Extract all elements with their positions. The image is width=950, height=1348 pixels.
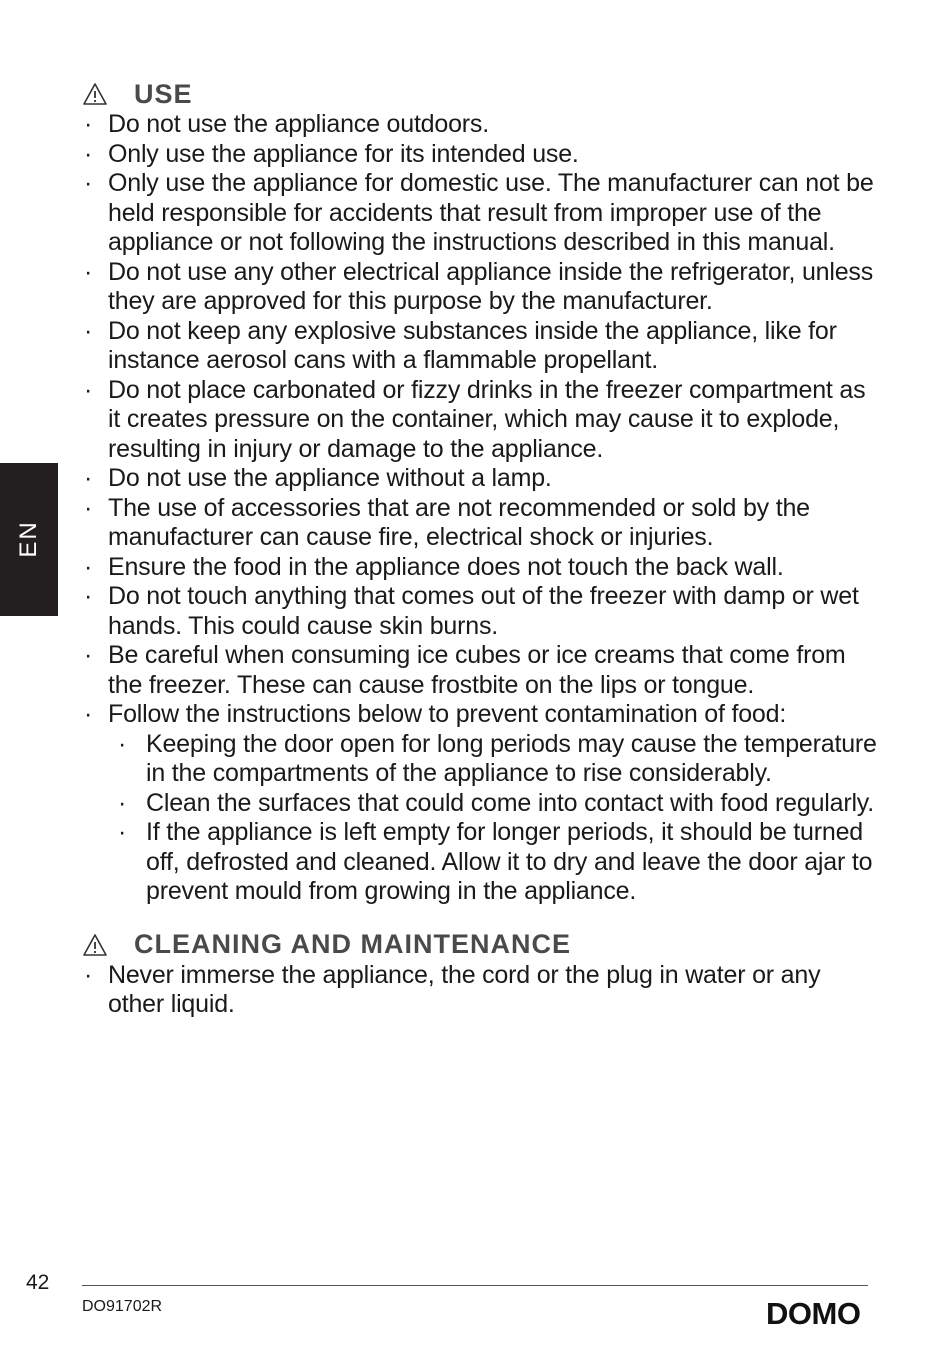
section-heading-cleaning <box>82 929 882 961</box>
language-label: EN <box>15 520 42 558</box>
list-item: · Do not use any other electrical appliance inside the refrigerator, unless they are approved for this purpose by the manufacturer. <box>82 258 882 317</box>
use-list <box>82 110 882 730</box>
warning-triangle-icon <box>82 78 134 110</box>
list-item: · Never immerse the appliance, the cord or the plug in water or any other liquid. <box>82 961 882 1020</box>
list-item: · Do not keep any explosive substances inside the appliance, like for instance aerosol cans with a flammable propellant. <box>82 317 882 376</box>
section-heading-use <box>82 78 882 110</box>
sub-list-item: · Keeping the door open for long periods may cause the temperature in the compartments of the appliance to rise considerably. <box>108 730 882 789</box>
list-item: · Be careful when consuming ice cubes or ice creams that come from the freezer. These can cause frostbite on the lips or tongue. <box>82 641 882 700</box>
list-item: · Do not use the appliance without a lamp. <box>82 464 882 494</box>
list-item: · Only use the appliance for domestic use. The manufacturer can not be held responsible for accidents that result from improper use of the appliance or not following the instructions described in this manual. <box>82 169 882 258</box>
list-item: · The use of accessories that are not recommended or sold by the manufacturer can cause fire, electrical shock or injuries. <box>82 494 882 553</box>
warning-triangle-icon <box>82 929 134 961</box>
list-item: · Follow the instructions below to prevent contamination of food: <box>82 700 882 730</box>
list-item: · Do not place carbonated or fizzy drinks in the freezer compartment as it creates pressure on the container, which may cause it to explode, resulting in injury or damage to the appliance. <box>82 376 882 465</box>
footer-divider <box>82 1285 868 1286</box>
list-item: · Ensure the food in the appliance does not touch the back wall. <box>82 553 882 583</box>
model-number: DO91702R <box>82 1298 163 1315</box>
list-item: · Only use the appliance for its intended use. <box>82 140 882 170</box>
list-item: · Do not touch anything that comes out of the freezer with damp or wet hands. This could cause skin burns. <box>82 582 882 641</box>
section-title: USE <box>134 78 193 109</box>
language-tab <box>0 463 58 616</box>
section-title: CLEANING AND MAINTENANCE <box>134 929 571 959</box>
cleaning-list <box>82 961 882 1020</box>
sub-list-item: · If the appliance is left empty for longer periods, it should be turned off, defrosted and cleaned. Allow it to dry and leave the door ajar to prevent mould from growing in the appliance. <box>108 818 882 907</box>
contamination-sublist <box>82 730 882 907</box>
sub-list-item: · Clean the surfaces that could come into contact with food regularly. <box>108 789 882 819</box>
page-number: 42 <box>26 1271 50 1294</box>
list-item: · Do not use the appliance outdoors. <box>82 110 882 140</box>
brand-logo: DOMO <box>766 1296 861 1331</box>
page-content <box>82 78 882 1020</box>
